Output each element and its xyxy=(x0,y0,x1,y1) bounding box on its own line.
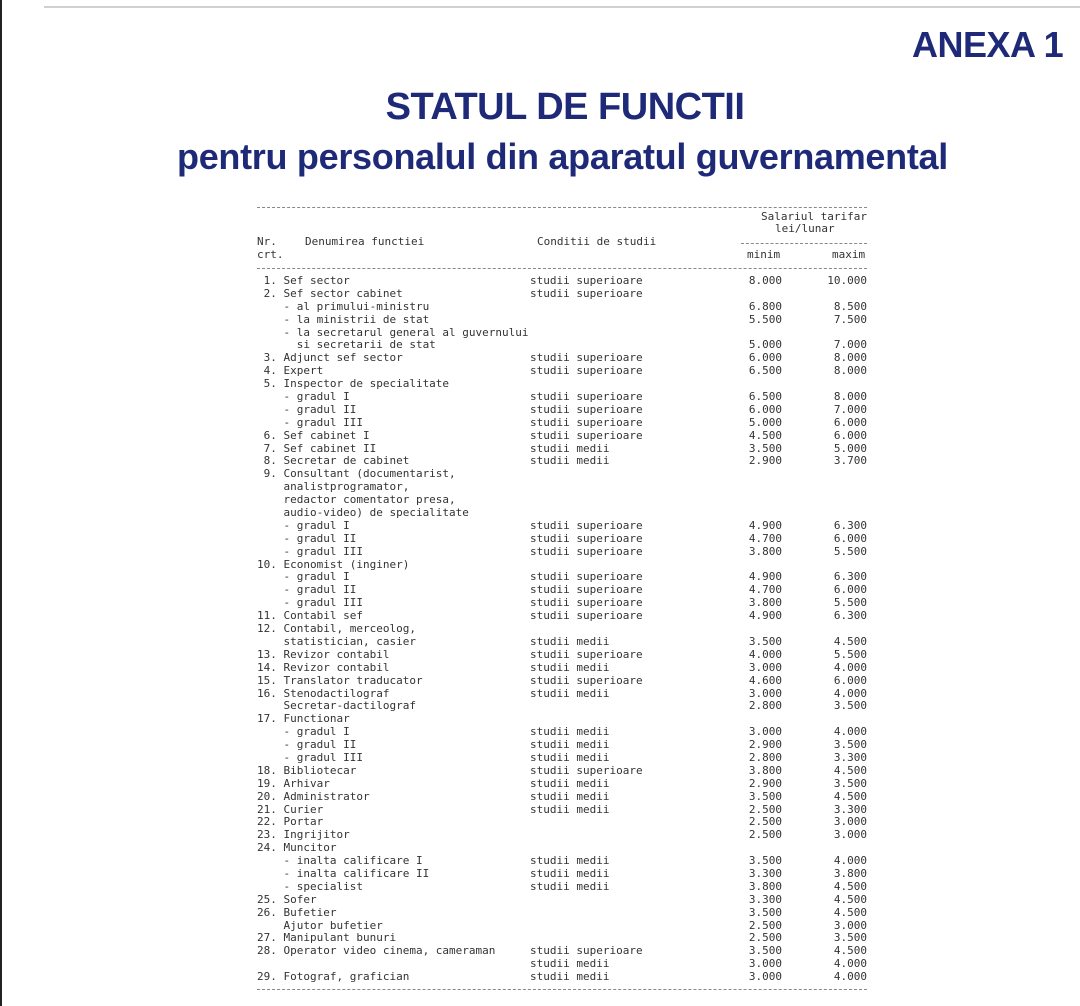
study-conditions: studii superioare xyxy=(530,583,643,597)
salary-max: 3.000 xyxy=(833,918,867,932)
salary-max: 3.500 xyxy=(833,699,867,713)
table-row xyxy=(257,907,877,920)
salary-max: 3.000 xyxy=(833,815,867,829)
study-conditions: studii superioare xyxy=(530,274,643,287)
salary-max: 4.000 xyxy=(833,970,867,984)
salary-max: 6.300 xyxy=(833,518,867,532)
position-name: Ajutor bufetier xyxy=(257,918,383,932)
salary-min: 5.000 xyxy=(748,338,782,352)
header-minim: minim xyxy=(747,248,781,261)
salary-max: 6.000 xyxy=(833,583,867,597)
table-row xyxy=(257,417,877,430)
table-row xyxy=(257,778,877,791)
position-name: - gradul I xyxy=(257,518,350,532)
study-conditions: studii medii xyxy=(530,750,610,764)
salary-max: 8.500 xyxy=(833,299,867,313)
salary-min: 2.800 xyxy=(748,699,782,713)
position-name: 1. Sef sector xyxy=(257,274,350,287)
position-name: - inalta calificare I xyxy=(257,854,423,868)
header-conditii: Conditii de studii xyxy=(537,235,657,248)
position-name: - la secretarul general al guvernului xyxy=(257,325,529,339)
table-row xyxy=(257,520,877,533)
table-row xyxy=(257,430,877,443)
salary-min: 3.500 xyxy=(748,441,782,455)
salary-max: 5.000 xyxy=(833,441,867,455)
table-row xyxy=(257,404,877,417)
table-row xyxy=(257,894,877,907)
table-row xyxy=(257,816,877,829)
salary-max: 5.500 xyxy=(833,647,867,661)
salary-max: 5.500 xyxy=(833,544,867,558)
position-name: 17. Functionar xyxy=(257,712,350,726)
salary-max: 4.000 xyxy=(833,660,867,674)
salary-max: 5.500 xyxy=(833,596,867,610)
salary-min: 3.800 xyxy=(748,763,782,777)
table-row xyxy=(257,314,877,327)
position-name: 14. Revizor contabil xyxy=(257,660,390,674)
table-row xyxy=(257,868,877,881)
salary-max: 4.500 xyxy=(833,905,867,919)
salary-max: 3.500 xyxy=(833,776,867,790)
study-conditions: studii superioare xyxy=(530,415,643,429)
table-row xyxy=(257,507,877,520)
salary-min: 3.300 xyxy=(748,892,782,906)
study-conditions: studii medii xyxy=(530,454,610,468)
study-conditions: studii medii xyxy=(530,789,610,803)
salary-max: 6.000 xyxy=(833,428,867,442)
study-conditions: studii medii xyxy=(530,866,610,880)
salary-min: 4.700 xyxy=(748,583,782,597)
table-row xyxy=(257,623,877,636)
position-name: 25. Sofer xyxy=(257,892,317,906)
position-name: 12. Contabil, merceolog, xyxy=(257,622,416,636)
salary-min: 8.000 xyxy=(748,274,782,287)
salary-min: 4.000 xyxy=(748,647,782,661)
salary-max: 8.000 xyxy=(833,390,867,404)
salary-min: 5.000 xyxy=(748,415,782,429)
header-salariul: Salariul tarifar xyxy=(761,210,867,223)
study-conditions: studii medii xyxy=(530,738,610,752)
salary-max: 3.000 xyxy=(833,828,867,842)
table-row xyxy=(257,804,877,817)
header-bottom-divider xyxy=(257,268,867,269)
salary-max: 7.500 xyxy=(833,312,867,326)
position-name: 26. Bufetier xyxy=(257,905,337,919)
salary-min: 2.900 xyxy=(748,738,782,752)
position-name: 13. Revizor contabil xyxy=(257,647,390,661)
salary-max: 6.300 xyxy=(833,609,867,623)
position-name: - gradul III xyxy=(257,750,363,764)
table-row xyxy=(257,881,877,894)
study-conditions: studii medii xyxy=(530,854,610,868)
salary-min: 6.000 xyxy=(748,402,782,416)
table-row xyxy=(257,700,877,713)
salary-min: 2.800 xyxy=(748,750,782,764)
salary-max: 3.800 xyxy=(833,866,867,880)
salary-max: 4.500 xyxy=(833,892,867,906)
salary-max: 3.500 xyxy=(833,931,867,945)
salary-max: 4.500 xyxy=(833,634,867,648)
study-conditions: studii superioare xyxy=(530,544,643,558)
position-name: - specialist xyxy=(257,879,363,893)
salary-max: 4.500 xyxy=(833,879,867,893)
study-conditions: studii medii xyxy=(530,970,610,984)
header-top-divider xyxy=(257,207,867,208)
header-salary-divider xyxy=(741,243,867,244)
salary-min: 4.600 xyxy=(748,673,782,687)
salary-min: 4.500 xyxy=(748,428,782,442)
position-name: - al primului-ministru xyxy=(257,299,430,313)
salary-max: 8.000 xyxy=(833,364,867,378)
position-name: 3. Adjunct sef sector xyxy=(257,351,403,365)
salary-max: 7.000 xyxy=(833,338,867,352)
position-name: - gradul II xyxy=(257,402,357,416)
salary-min: 6.500 xyxy=(748,364,782,378)
position-name: 2. Sef sector cabinet xyxy=(257,286,403,300)
position-name: 16. Stenodactilograf xyxy=(257,686,390,700)
study-conditions: studii medii xyxy=(530,879,610,893)
salary-max: 7.000 xyxy=(833,402,867,416)
position-name: 22. Portar xyxy=(257,815,324,829)
study-conditions: studii superioare xyxy=(530,518,643,532)
salary-max: 4.500 xyxy=(833,789,867,803)
table-row xyxy=(257,752,877,765)
salary-min: 3.500 xyxy=(748,944,782,958)
study-conditions: studii superioare xyxy=(530,351,643,365)
salary-max: 6.000 xyxy=(833,531,867,545)
study-conditions: studii medii xyxy=(530,802,610,816)
position-name: 21. Curier xyxy=(257,802,324,816)
salary-min: 3.500 xyxy=(748,854,782,868)
positions-table xyxy=(257,275,877,984)
position-name: 6. Sef cabinet I xyxy=(257,428,370,442)
salary-max: 4.000 xyxy=(833,686,867,700)
study-conditions: studii medii xyxy=(530,634,610,648)
table-row xyxy=(257,391,877,404)
position-name: 8. Secretar de cabinet xyxy=(257,454,410,468)
position-name: - inalta calificare II xyxy=(257,866,430,880)
page-title: STATUL DE FUNCTII xyxy=(385,86,745,128)
position-name: 24. Muncitor xyxy=(257,841,337,855)
table-row xyxy=(257,649,877,662)
page-subtitle: pentru personalul din aparatul guvernamental xyxy=(177,136,948,177)
salary-min: 2.500 xyxy=(748,931,782,945)
position-name: redactor comentator presa, xyxy=(257,493,456,507)
table-row xyxy=(257,546,877,559)
salary-min: 3.800 xyxy=(748,879,782,893)
salary-min: 3.500 xyxy=(748,789,782,803)
position-name: 15. Translator traducator xyxy=(257,673,423,687)
table-row xyxy=(257,636,877,649)
header-crt: crt. xyxy=(257,248,284,261)
table-row xyxy=(257,675,877,688)
salary-min: 4.900 xyxy=(748,570,782,584)
study-conditions: studii medii xyxy=(530,441,610,455)
position-name: - gradul II xyxy=(257,738,357,752)
position-name: - gradul II xyxy=(257,583,357,597)
position-name: 10. Economist (inginer) xyxy=(257,557,410,571)
salary-max: 3.300 xyxy=(833,802,867,816)
position-name: Secretar-dactilograf xyxy=(257,699,416,713)
salary-min: 6.000 xyxy=(748,351,782,365)
header-unit: lei/lunar xyxy=(775,222,835,235)
study-conditions: studii medii xyxy=(530,725,610,739)
position-name: - gradul II xyxy=(257,531,357,545)
position-name: - gradul I xyxy=(257,390,350,404)
study-conditions: studii medii xyxy=(530,660,610,674)
position-name: analistprogramator, xyxy=(257,480,410,494)
position-name: si secretarii de stat xyxy=(257,338,436,352)
study-conditions: studii superioare xyxy=(530,402,643,416)
header-nr: Nr. xyxy=(257,235,277,248)
salary-max: 4.000 xyxy=(833,957,867,971)
salary-min: 2.900 xyxy=(748,454,782,468)
salary-min: 2.500 xyxy=(748,918,782,932)
position-name: - gradul I xyxy=(257,725,350,739)
salary-min: 3.500 xyxy=(748,905,782,919)
salary-max: 4.500 xyxy=(833,763,867,777)
study-conditions: studii superioare xyxy=(530,596,643,610)
salary-max: 10.000 xyxy=(827,274,867,287)
position-name: - gradul III xyxy=(257,415,363,429)
salary-max: 3.500 xyxy=(833,738,867,752)
study-conditions: studii superioare xyxy=(530,428,643,442)
study-conditions: studii medii xyxy=(530,686,610,700)
position-name: statistician, casier xyxy=(257,634,416,648)
position-name: - gradul I xyxy=(257,570,350,584)
salary-min: 2.500 xyxy=(748,802,782,816)
top-border xyxy=(44,6,1080,8)
salary-min: 3.000 xyxy=(748,686,782,700)
salary-min: 3.800 xyxy=(748,544,782,558)
salary-min: 4.900 xyxy=(748,518,782,532)
position-name: 18. Bibliotecar xyxy=(257,763,357,777)
table-row xyxy=(257,533,877,546)
study-conditions: studii superioare xyxy=(530,609,643,623)
salary-min: 3.000 xyxy=(748,725,782,739)
position-name: 4. Expert xyxy=(257,364,324,378)
salary-min: 3.300 xyxy=(748,866,782,880)
study-conditions: studii superioare xyxy=(530,763,643,777)
salary-min: 5.500 xyxy=(748,312,782,326)
position-name: 29. Fotograf, grafician xyxy=(257,970,410,984)
salary-max: 8.000 xyxy=(833,351,867,365)
salary-min: 6.500 xyxy=(748,390,782,404)
header-maxim: maxim xyxy=(832,248,866,261)
salary-min: 6.800 xyxy=(748,299,782,313)
table-bottom-divider xyxy=(257,989,867,990)
salary-max: 6.000 xyxy=(833,673,867,687)
position-name: 5. Inspector de specialitate xyxy=(257,377,450,391)
position-name: 19. Arhivar xyxy=(257,776,330,790)
salary-min: 3.000 xyxy=(748,970,782,984)
position-name: - gradul III xyxy=(257,544,363,558)
table-row xyxy=(257,829,877,842)
position-name: 27. Manipulant bunuri xyxy=(257,931,397,945)
position-name: 7. Sef cabinet II xyxy=(257,441,377,455)
salary-min: 3.500 xyxy=(748,634,782,648)
position-name: audio-video) de specialitate xyxy=(257,506,469,520)
position-name: 28. Operator video cinema, cameraman xyxy=(257,944,496,958)
study-conditions: studii superioare xyxy=(530,286,643,300)
position-name: 9. Consultant (documentarist, xyxy=(257,467,456,481)
salary-max: 4.500 xyxy=(833,944,867,958)
salary-min: 2.900 xyxy=(748,776,782,790)
salary-min: 3.800 xyxy=(748,596,782,610)
salary-max: 3.700 xyxy=(833,454,867,468)
table-row xyxy=(257,765,877,778)
table-row xyxy=(257,662,877,675)
study-conditions: studii medii xyxy=(530,776,610,790)
position-name: - gradul III xyxy=(257,596,363,610)
salary-max: 6.300 xyxy=(833,570,867,584)
study-conditions: studii superioare xyxy=(530,390,643,404)
salary-min: 2.500 xyxy=(748,828,782,842)
salary-max: 4.000 xyxy=(833,725,867,739)
salary-max: 3.300 xyxy=(833,750,867,764)
study-conditions: studii superioare xyxy=(530,673,643,687)
position-name: 11. Contabil sef xyxy=(257,609,363,623)
salary-min: 4.700 xyxy=(748,531,782,545)
study-conditions: studii superioare xyxy=(530,647,643,661)
salary-min: 2.500 xyxy=(748,815,782,829)
study-conditions: studii superioare xyxy=(530,570,643,584)
study-conditions: studii superioare xyxy=(530,364,643,378)
position-name: - la ministrii de stat xyxy=(257,312,430,326)
salary-min: 3.000 xyxy=(748,660,782,674)
study-conditions: studii superioare xyxy=(530,944,643,958)
position-name: 20. Administrator xyxy=(257,789,370,803)
salary-max: 6.000 xyxy=(833,415,867,429)
table-row xyxy=(257,791,877,804)
annex-label: ANEXA 1 xyxy=(912,24,1064,65)
table-row xyxy=(257,275,877,288)
salary-min: 3.000 xyxy=(748,957,782,971)
table-row xyxy=(257,288,877,301)
table-row xyxy=(257,301,877,314)
table-row xyxy=(257,971,877,984)
header-denumirea: Denumirea functiei xyxy=(305,235,425,248)
position-name: 23. Ingrijitor xyxy=(257,828,350,842)
salary-min: 4.900 xyxy=(748,609,782,623)
salary-max: 4.000 xyxy=(833,854,867,868)
study-conditions: studii superioare xyxy=(530,531,643,545)
study-conditions: studii medii xyxy=(530,957,610,971)
